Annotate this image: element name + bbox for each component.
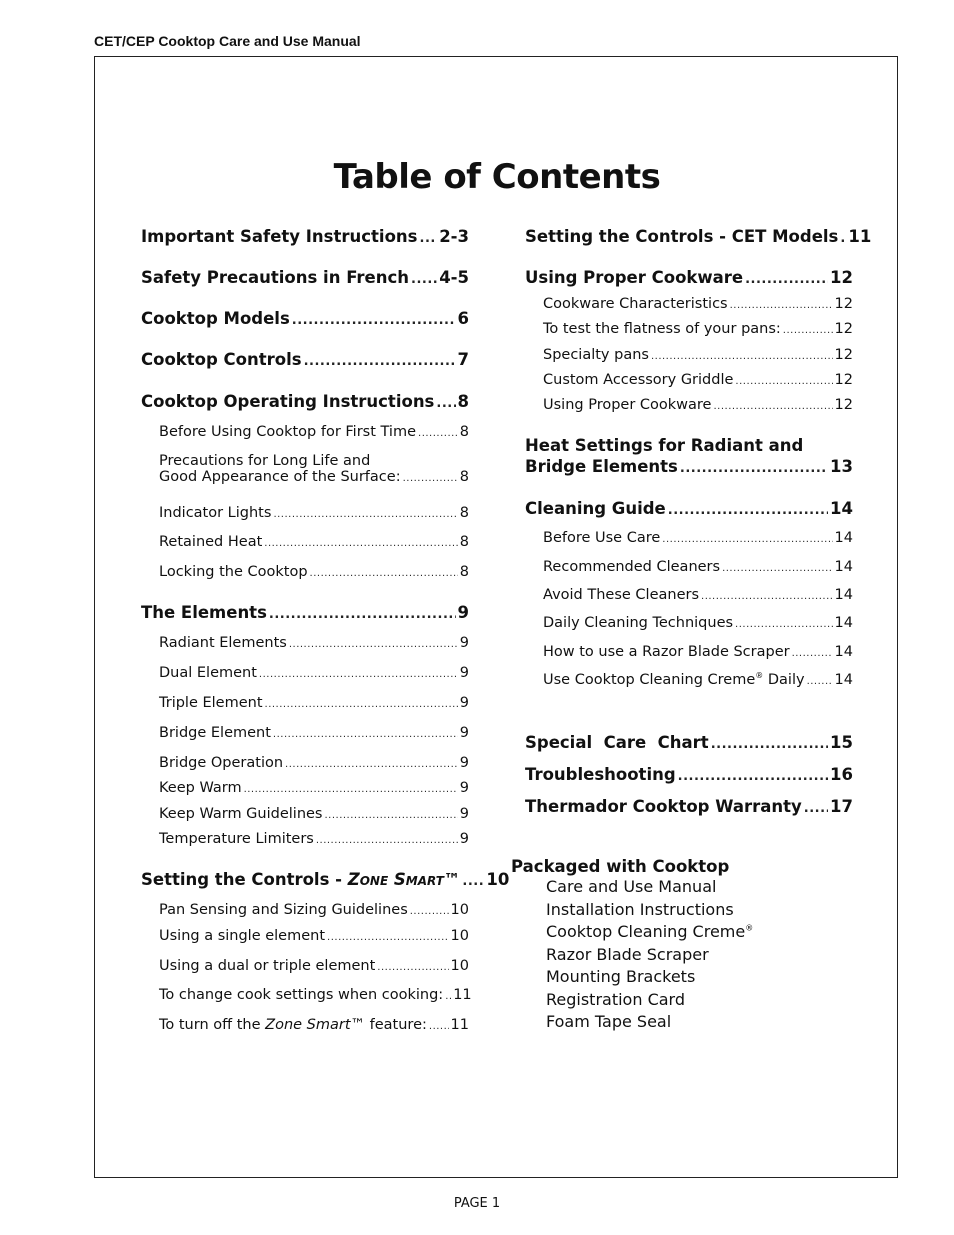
toc-subentry[interactable]: Use Cooktop Cleaning Creme® Daily ..... 14 [543, 672, 853, 688]
toc-page-number: 12 [834, 347, 853, 363]
toc-subentry[interactable]: Indicator Lights ..... 8 [159, 505, 469, 521]
toc-page-number: 8 [457, 392, 469, 411]
toc-page-number: 9 [459, 831, 469, 847]
page-title: Table of Contents [333, 157, 661, 197]
toc-page-number: 12 [830, 268, 853, 287]
toc-entry[interactable]: Safety Precautions in French ..... 4-5 [141, 268, 469, 287]
toc-page-number: 9 [459, 725, 469, 741]
toc-subentry[interactable]: Custom Accessory Griddle ..... 12 [543, 372, 853, 388]
toc-page-number: 9 [459, 806, 469, 822]
toc-page-number: 14 [834, 587, 853, 603]
toc-entry[interactable]: Cooktop Controls ..... 7 [141, 350, 469, 369]
toc-entry[interactable]: Special Care Chart ..... 15 [525, 733, 853, 752]
toc-page-number: 11 [848, 227, 872, 246]
toc-entry[interactable]: Cooktop Models ..... 6 [141, 309, 469, 328]
toc-subentry[interactable]: Radiant Elements ..... 9 [159, 635, 469, 651]
toc-subentry[interactable]: To change cook settings when cooking: ..... 11 [159, 987, 469, 1003]
packaged-with-cooktop [511, 857, 753, 1034]
toc-subentry[interactable]: Daily Cleaning Techniques ..... 14 [543, 615, 853, 631]
packaged-item: Cooktop Cleaning Creme® [546, 922, 754, 941]
packaged-item: Care and Use Manual [546, 877, 717, 896]
toc-page-number: 14 [834, 530, 853, 546]
toc-page-number: 9 [459, 695, 469, 711]
toc-page-number: 10 [450, 958, 469, 974]
toc-page-number: 9 [459, 755, 469, 771]
toc-subentry[interactable]: Bridge Element ..... 9 [159, 725, 469, 741]
toc-page-number: 7 [457, 350, 469, 369]
toc-entry[interactable]: Using Proper Cookware ..... 12 [525, 268, 853, 287]
toc-page-number: 14 [834, 644, 853, 660]
toc-entry[interactable]: Setting the Controls - CET Models ..... 11 [525, 227, 853, 246]
toc-page-number: 9 [459, 665, 469, 681]
toc-subentry[interactable]: Cookware Characteristics ..... 12 [543, 296, 853, 312]
toc-subentry[interactable]: Keep Warm Guidelines ..... 9 [159, 806, 469, 822]
toc-entry[interactable]: Troubleshooting ..... 16 [525, 765, 853, 784]
toc-page-number: 10 [450, 928, 469, 944]
toc-page-number: 14 [834, 672, 853, 688]
toc-page-number: 9 [459, 780, 469, 796]
toc-page-number: 9 [457, 603, 469, 622]
toc-page-number: 11 [453, 987, 472, 1003]
toc-page-number: 14 [834, 615, 853, 631]
toc-subentry[interactable]: Bridge Operation ..... 9 [159, 755, 469, 771]
toc-page-number: 8 [459, 564, 469, 580]
toc-subentry[interactable]: Recommended Cleaners ..... 14 [543, 559, 853, 575]
toc-subentry[interactable]: Locking the Cooktop ..... 8 [159, 564, 469, 580]
toc-page-number: 14 [834, 559, 853, 575]
toc-subentry[interactable]: Using a dual or triple element ..... 10 [159, 958, 469, 974]
toc-entry[interactable]: Setting the Controls - Zone Smart™ ..... 10 [141, 870, 469, 889]
toc-page-number: 15 [830, 733, 853, 752]
toc-page-number: 13 [830, 457, 853, 476]
toc-subentry[interactable]: To test the flatness of your pans: ..... 12 [543, 321, 853, 337]
toc-page-number: 8 [459, 505, 469, 521]
toc-subentry[interactable]: Specialty pans ..... 12 [543, 347, 853, 363]
toc-subentry[interactable]: How to use a Razor Blade Scraper ..... 14 [543, 644, 853, 660]
packaged-item: Registration Card [546, 989, 685, 1009]
toc-subentry[interactable]: Temperature Limiters ..... 9 [159, 831, 469, 847]
running-header: CET/CEP Cooktop Care and Use Manual [94, 33, 361, 49]
toc-page-number: 8 [459, 534, 469, 550]
toc-page-number: 6 [457, 309, 469, 328]
toc-page-number: 4-5 [439, 268, 469, 287]
toc-subentry[interactable]: Avoid These Cleaners ..... 14 [543, 587, 853, 603]
packaged-item: Installation Instructions [546, 899, 734, 919]
content-frame [94, 56, 898, 1178]
toc-subentry[interactable]: Using Proper Cookware ..... 12 [543, 397, 853, 413]
zone-smart-brand: Zone Smart [347, 870, 444, 889]
toc-subentry[interactable]: Keep Warm ..... 9 [159, 780, 469, 796]
toc-page-number: 12 [834, 321, 853, 337]
toc-page-number: 9 [459, 635, 469, 651]
toc-page-number: 12 [834, 397, 853, 413]
packaged-item: Mounting Brackets [546, 967, 696, 986]
toc-subentry[interactable]: Triple Element ..... 9 [159, 695, 469, 711]
toc-page-number: 14 [830, 499, 853, 518]
packaged-item: Razor Blade Scraper [546, 944, 709, 964]
toc-subentry[interactable]: Precautions for Long Life and Good Appearance of the Surface: ..... 8 [159, 453, 469, 485]
toc-page-number: 8 [459, 469, 469, 485]
page-number-footer: PAGE 1 [453, 1196, 501, 1211]
toc-entry[interactable]: Cooktop Operating Instructions ..... 8 [141, 392, 469, 411]
toc-page-number: 2-3 [439, 227, 469, 246]
toc-subentry[interactable]: Before Using Cooktop for First Time ..... 8 [159, 424, 469, 440]
toc-page-number: 11 [450, 1017, 469, 1033]
toc-page-number: 10 [486, 870, 510, 889]
toc-page-number: 16 [830, 765, 853, 784]
toc-subentry[interactable]: Using a single element ..... 10 [159, 928, 469, 944]
toc-subentry[interactable]: Before Use Care ..... 14 [543, 530, 853, 546]
toc-entry[interactable]: Heat Settings for Radiant and Bridge Elements ..... 13 [525, 436, 853, 474]
toc-entry[interactable]: The Elements ..... 9 [141, 603, 469, 622]
packaged-title: Packaged with Cooktop [511, 857, 730, 876]
toc-subentry[interactable]: Dual Element ..... 9 [159, 665, 469, 681]
toc-page-number: 12 [834, 372, 853, 388]
toc-subentry[interactable]: Retained Heat ..... 8 [159, 534, 469, 550]
toc-page-number: 17 [830, 797, 853, 816]
toc-page-number: 10 [450, 902, 469, 918]
toc-subentry[interactable]: Pan Sensing and Sizing Guidelines ..... 10 [159, 902, 469, 918]
toc-page-number: 8 [459, 424, 469, 440]
toc-page-number: 12 [834, 296, 853, 312]
toc-subentry[interactable]: To turn off the Zone Smart™ feature: ..... 11 [159, 1017, 469, 1033]
toc-entry[interactable]: Thermador Cooktop Warranty ..... 17 [525, 797, 853, 816]
packaged-item: Foam Tape Seal [546, 1012, 672, 1031]
toc-entry[interactable]: Important Safety Instructions ..... 2-3 [141, 227, 469, 246]
toc-entry[interactable]: Cleaning Guide ..... 14 [525, 499, 853, 518]
